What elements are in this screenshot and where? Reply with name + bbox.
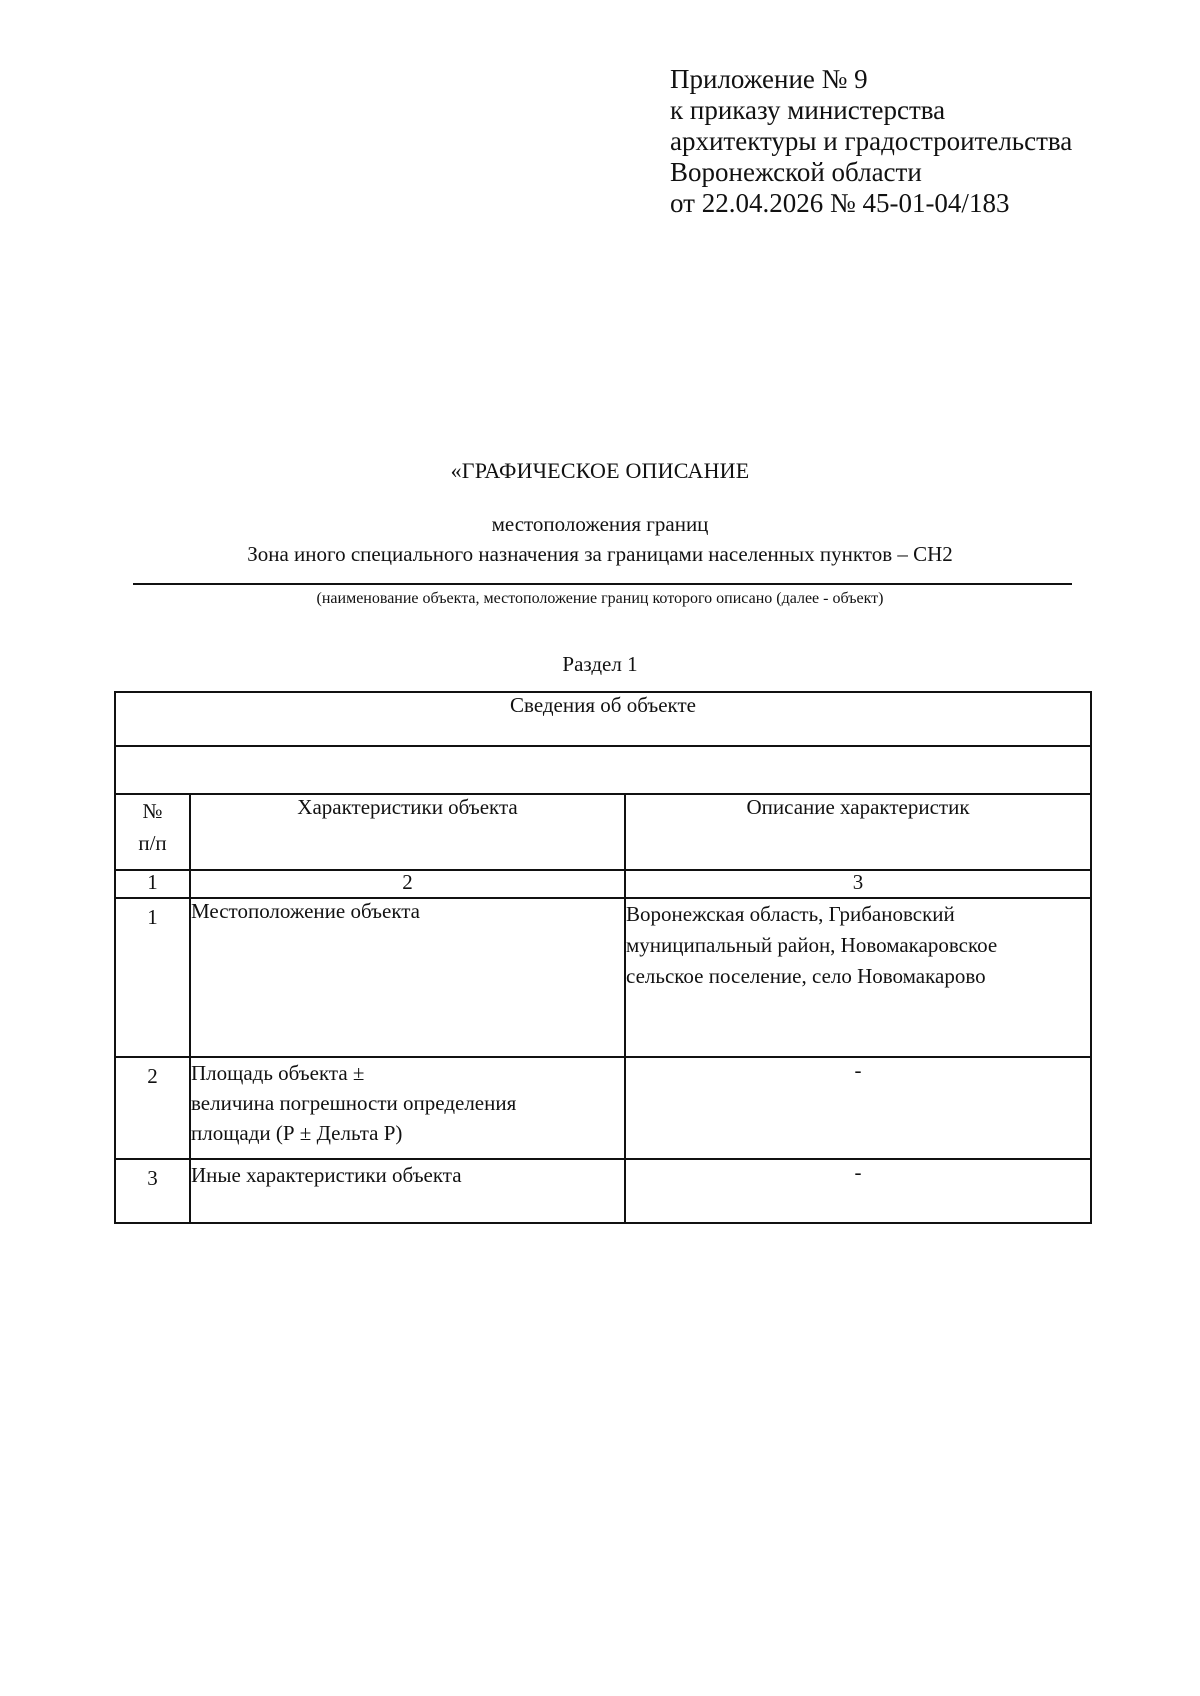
row-characteristic: Иные характеристики объекта xyxy=(190,1159,625,1223)
header-num xyxy=(115,794,190,870)
header-num-line: № xyxy=(142,799,163,823)
table-blank-row xyxy=(115,746,1091,794)
table-row xyxy=(115,898,1091,1057)
underline-divider xyxy=(133,583,1072,585)
header-num-line: п/п xyxy=(138,831,167,855)
table-row xyxy=(115,1159,1091,1223)
appendix-line: Приложение № 9 xyxy=(670,64,868,94)
row-number: 3 xyxy=(115,1159,190,1223)
row-description-line: муниципальный район, Новомакаровское xyxy=(626,933,998,957)
row-characteristic xyxy=(190,1057,625,1159)
header-characteristics: Характеристики объекта xyxy=(190,794,625,870)
object-name: Зона иного специального назначения за границами населенных пунктов – СН2 xyxy=(247,542,953,566)
appendix-line: архитектуры и градостроительства xyxy=(670,126,1073,156)
row-characteristic: Местоположение объекта xyxy=(190,898,625,1057)
document-title: «ГРАФИЧЕСКОЕ ОПИСАНИЕ xyxy=(450,458,750,483)
section-heading: Раздел 1 xyxy=(562,652,638,676)
table-row xyxy=(115,1057,1091,1159)
table-header-row xyxy=(115,794,1091,870)
column-number: 1 xyxy=(115,870,190,898)
object-name-caption: (наименование объекта, местоположение границ которого описано (далее - объект) xyxy=(316,590,884,607)
object-info-table xyxy=(114,691,1092,1224)
row-description-line: сельское поселение, село Новомакарово xyxy=(626,964,986,988)
row-number: 2 xyxy=(115,1057,190,1159)
appendix-line: к приказу министерства xyxy=(670,95,946,125)
row-characteristic-line: величина погрешности определения xyxy=(191,1091,517,1115)
appendix-line: Воронежской области xyxy=(670,157,922,187)
row-description xyxy=(625,898,1091,1057)
header-description: Описание характеристик xyxy=(625,794,1091,870)
appendix-line: от 22.04.2026 № 45-01-04/183 xyxy=(670,188,1010,218)
appendix-block xyxy=(670,64,1072,219)
column-number-row xyxy=(115,870,1091,898)
column-number: 2 xyxy=(190,870,625,898)
row-description: - xyxy=(625,1159,1091,1223)
row-characteristic-line: Площадь объекта ± xyxy=(191,1061,365,1085)
table-title: Сведения об объекте xyxy=(115,692,1091,746)
row-description: - xyxy=(625,1057,1091,1159)
table-blank-cell xyxy=(115,746,1091,794)
document-subtitle: местоположения границ xyxy=(491,512,709,536)
column-number: 3 xyxy=(625,870,1091,898)
row-number: 1 xyxy=(115,898,190,1057)
row-characteristic-line: площади (Р ± Дельта Р) xyxy=(191,1121,403,1145)
row-description-line: Воронежская область, Грибановский xyxy=(626,902,955,926)
table-title-row xyxy=(115,692,1091,746)
